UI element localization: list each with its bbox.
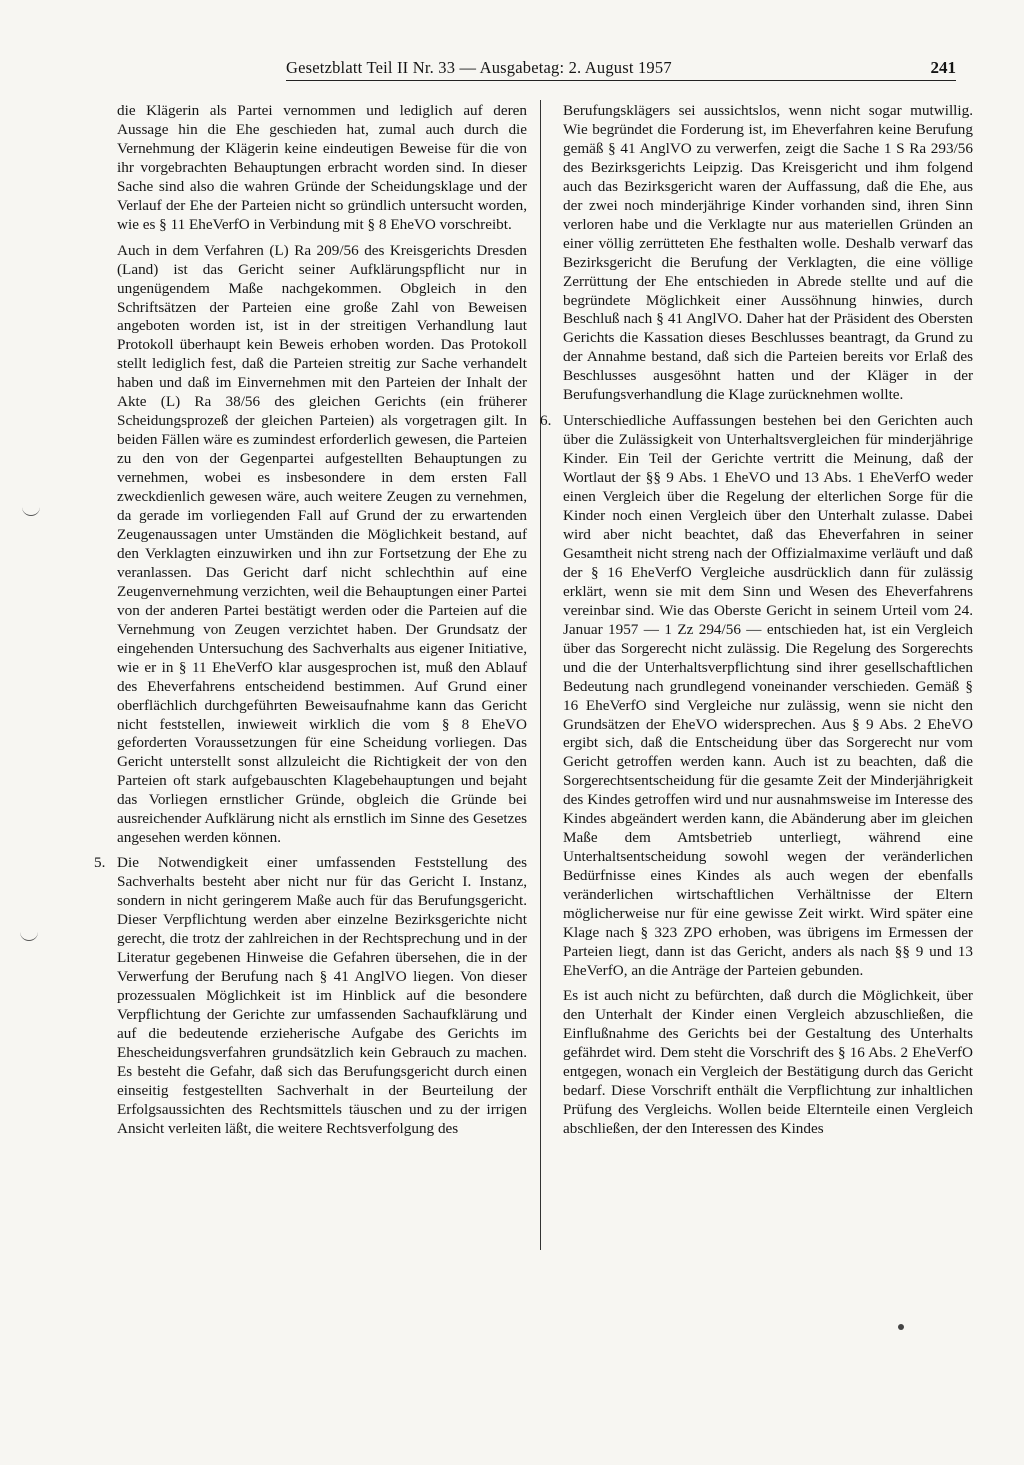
left-column <box>94 102 527 1144</box>
page-number: 241 <box>930 58 956 77</box>
item-number: 5. <box>94 854 106 872</box>
numbered-item <box>540 412 973 981</box>
header-rule <box>286 80 956 81</box>
paragraph: Es ist auch nicht zu befürchten, daß durch die Möglichkeit, über den Unterhalt der Kinder einen Vergleich abzuschließen, die Einflußnahme des Gerichts bei der Gestaltung des Unterhalts gefährdet wird. Dem steht die Vorschrift des § 16 Abs. 2 EheVerfO entgegen, wonach ein Vergleich der Bestätigung durch das Gericht bedarf. Diese Vorschrift enthält die Verpflichtung zur inhaltlichen Prüfung des Vergleichs. Wollen beide Elternteile einen Vergleich abschließen, der den Interessen des Kindes <box>563 986 973 1137</box>
page-header <box>286 58 956 84</box>
column-divider <box>540 100 541 1250</box>
paragraph: die Klägerin als Partei vernommen und lediglich auf deren Aussage hin die Ehe geschieden hat, zumal auch durch die Vernehmung der Klägerin keine eindeutigen Beweise für die von ihr vorgebrachten Behauptungen erbracht worden sind. In dieser Sache sind also die wahren Gründe der Scheidungsklage und der Verlauf der Ehe der Parteien nicht so gründlich untersucht worden, wie es § 11 EheVerfO in Verbindung mit § 8 EheVO vorschreibt. <box>117 102 527 233</box>
item-number: 6. <box>540 412 552 430</box>
paragraph: Auch in dem Verfahren (L) Ra 209/56 des Kreisgerichts Dresden (Land) ist das Gericht seiner Aufklärungspflicht nur in ungenügendem Maße nachgekommen. Obgleich in den Schriftsätzen der Parteien eine große Zahl von Beweisen angeboten worden ist, ist in der streitigen Verhandlung laut Protokoll überhaupt kein Beweis erhoben worden. Das Protokoll stellt lediglich fest, daß die Parteien streitig zur Sache verhandelt haben und daß im Einvernehmen mit den Parteien der Inhalt der Akte (L) Ra 38/56 des gleichen Gerichts (ein früherer Scheidungsprozeß der gleichen Parteien) als vorgetragen gilt. In beiden Fällen wäre es zumindest erforderlich gewesen, die Parteien zu den von der Gegenpartei aufgestellten Behauptungen zu vernehmen, wobei es insbesondere in dem ersten Fall zweckdienlich gewesen wäre, auch weitere Zeugen zu vernehmen, da gerade im vorliegenden Fall auf Grund der zu erwartenden Zeugenaussagen unter Umständen die Möglichkeit bestand, auf den Verklagten einzuwirken und ihn zur Fortsetzung der Ehe zu veranlassen. Das Gericht darf nicht schlechthin auf eine Zeugenvernehmung verzichten, weil die Behauptungen einer Partei von der anderen Partei bestätigt werden oder die Parteien auf die Vernehmung von Zeugen verzichtet haben. Der Grundsatz der eingehenden Untersuchung des Sachverhalts aus eigener Initiative, wie er in § 11 EheVerfO klar ausgesprochen ist, muß den Ablauf des Eheverfahrens entscheidend bestimmen. Auf Grund einer oberflächlich durchgeführten Beweisaufnahme kann das Gericht nicht feststellen, inwieweit wirklich die vom § 8 EheVO geforderten Voraussetzungen für eine Scheidung vorliegen. Das Gericht unterstellt sonst allzuleicht die Richtigkeit der von den Parteien oft stark aufgebauschten Klagebehauptungen und bejaht das Vorliegen ernstlicher Gründe, obgleich die Gründe bei ausreichender Aufklärung nicht als ernstlich im Sinne des Gesetzes angesehen werden können. <box>117 241 527 847</box>
numbered-item <box>94 854 527 1138</box>
item-text: Unterschiedliche Auffassungen bestehen bei den Gerichten auch über die Zulässigkeit von Unterhaltsvergleichen für minderjährige Kinder. Ein Teil der Gerichte vertritt die Meinung, daß der Wortlaut der §§ 9 Abs. 1 EheVO und 13 Abs. 1 EheVerfO weder einen Vergleich über die Regelung der elterlichen Sorge für die Kinder noch einen Vergleich über den Unterhalt zulasse. Dabei wird aber nicht beachtet, daß das Eheverfahren in seiner Gesamtheit nicht streng nach der Offizialmaxime verläuft und daß der § 16 EheVerfO Vergleiche ausdrücklich dann für zulässig erklärt, wenn sie mit dem Sinn und Wesen des Eheverfahrens vereinbar sind. Wie das Oberste Gericht in seinem Urteil vom 24. Januar 1957 — 1 Zz 294/56 — entschieden hat, ist ein Vergleich über das Sorgerecht nicht zulässig. Die Regelung des Sorgerechts und die der Unterhaltsverpflichtung sind ihrer gesellschaftlichen Bedeutung nach grundlegend voneinander verschieden. Gemäß § 16 EheVerfO sind Vergleiche nur zulässig, wenn sie nicht den Grundsätzen der EheVO widersprechen. Aus § 9 Abs. 2 EheVO ergibt sich, daß die Entscheidung über das Sorgerecht nur vom Gericht getroffen werden kann. Auch ist zu beachten, daß die Sorgerechtsentscheidung für die gesamte Zeit der Minderjährigkeit des Kindes getroffen wird und nur ausnahmsweise im Interesse des Kindes abgeändert werden kann, die Abänderung aber im gleichen Maße dem Amtsbetrieb unterliegt, während eine Unterhaltsentscheidung sowohl wegen der veränderlichen Bedürfnisse eines Kindes als auch wegen der ebenfalls veränderlichen wirtschaftlichen Verhältnisse der Eltern möglicherweise nur für eine gewisse Zeit wirkt. Wird später eine Klage nach § 323 ZPO erhoben, was übrigens im Ermessen der Parteien liegt, dann ist das Gericht, anders als nach §§ 9 und 13 EheVerfO, an die Anträge der Parteien gebunden. <box>563 412 973 979</box>
right-column <box>540 102 973 1144</box>
paragraph: Berufungsklägers sei aussichtslos, wenn nicht sogar mutwillig. Wie begründet die Forderung ist, im Eheverfahren keine Berufung gemäß § 41 AnglVO zu verwerfen, zeigt die Sache 1 S Ra 293/56 des Bezirksgerichts Leipzig. Das Kreisgericht und ihm folgend auch das Bezirksgericht waren der Auffassung, daß die Ehe, aus der zwei noch minderjährige Kinder vorhanden sind, ihren Sinn verloren habe und die Verklagte nur aus materiellen Gründen an einer völlig zerrütteten Ehe festhalten wolle. Deshalb verwarf das Bezirksgericht die Berufung der Verklagten, die eine völlige Zerrüttung der Ehe entschieden in Abrede stellte und auf die begründete Möglichkeit einer Aussöhnung hinwies, durch Beschluß nach § 41 AnglVO. Daher hat der Präsident des Obersten Gerichts die Kassation dieses Beschlusses beantragt, da Grund zu der Annahme bestand, daß sich die Parteien bereits vor Erlaß des Beschlusses ausgesöhnt hatten und der Kläger in der Berufungsverhandlung die Klage zurücknehmen wollte. <box>563 102 973 404</box>
header-title: Gesetzblatt Teil II Nr. 33 — Ausgabetag: 2. August 1957 <box>286 58 672 77</box>
margin-mark <box>22 505 40 516</box>
margin-mark <box>20 930 38 941</box>
ink-smudge <box>898 1324 904 1330</box>
item-text: Die Notwendigkeit einer umfassenden Feststellung des Sachverhalts besteht aber nicht nur für das Gericht I. Instanz, sondern in nicht geringerem Maße auch für das Berufungsgericht. Dieser Verpflichtung werden aber einzelne Bezirksgerichte nicht gerecht, die trotz der zahlreichen in der Rechtsprechung und in der Literatur gegebenen Hinweise die Gefahren übersehen, die in der Verwerfung der Berufung nach § 41 AnglVO liegen. Von dieser prozessualen Möglichkeit ist im Hinblick auf die besondere Verpflichtung der Gerichte zur umfassenden Sachaufklärung und auf die bedeutende erzieherische Aufgabe des Gerichts im Ehescheidungsverfahren grundsätzlich kein Gebrauch zu machen. Es besteht die Gefahr, daß sich das Berufungsgericht durch einen einseitig festgestellten Sachverhalt in der Beurteilung der Erfolgsaussichten des Rechtsmittels täuschen und zu der irrigen Ansicht verleiten läßt, die weitere Rechtsverfolgung des <box>117 854 527 1137</box>
